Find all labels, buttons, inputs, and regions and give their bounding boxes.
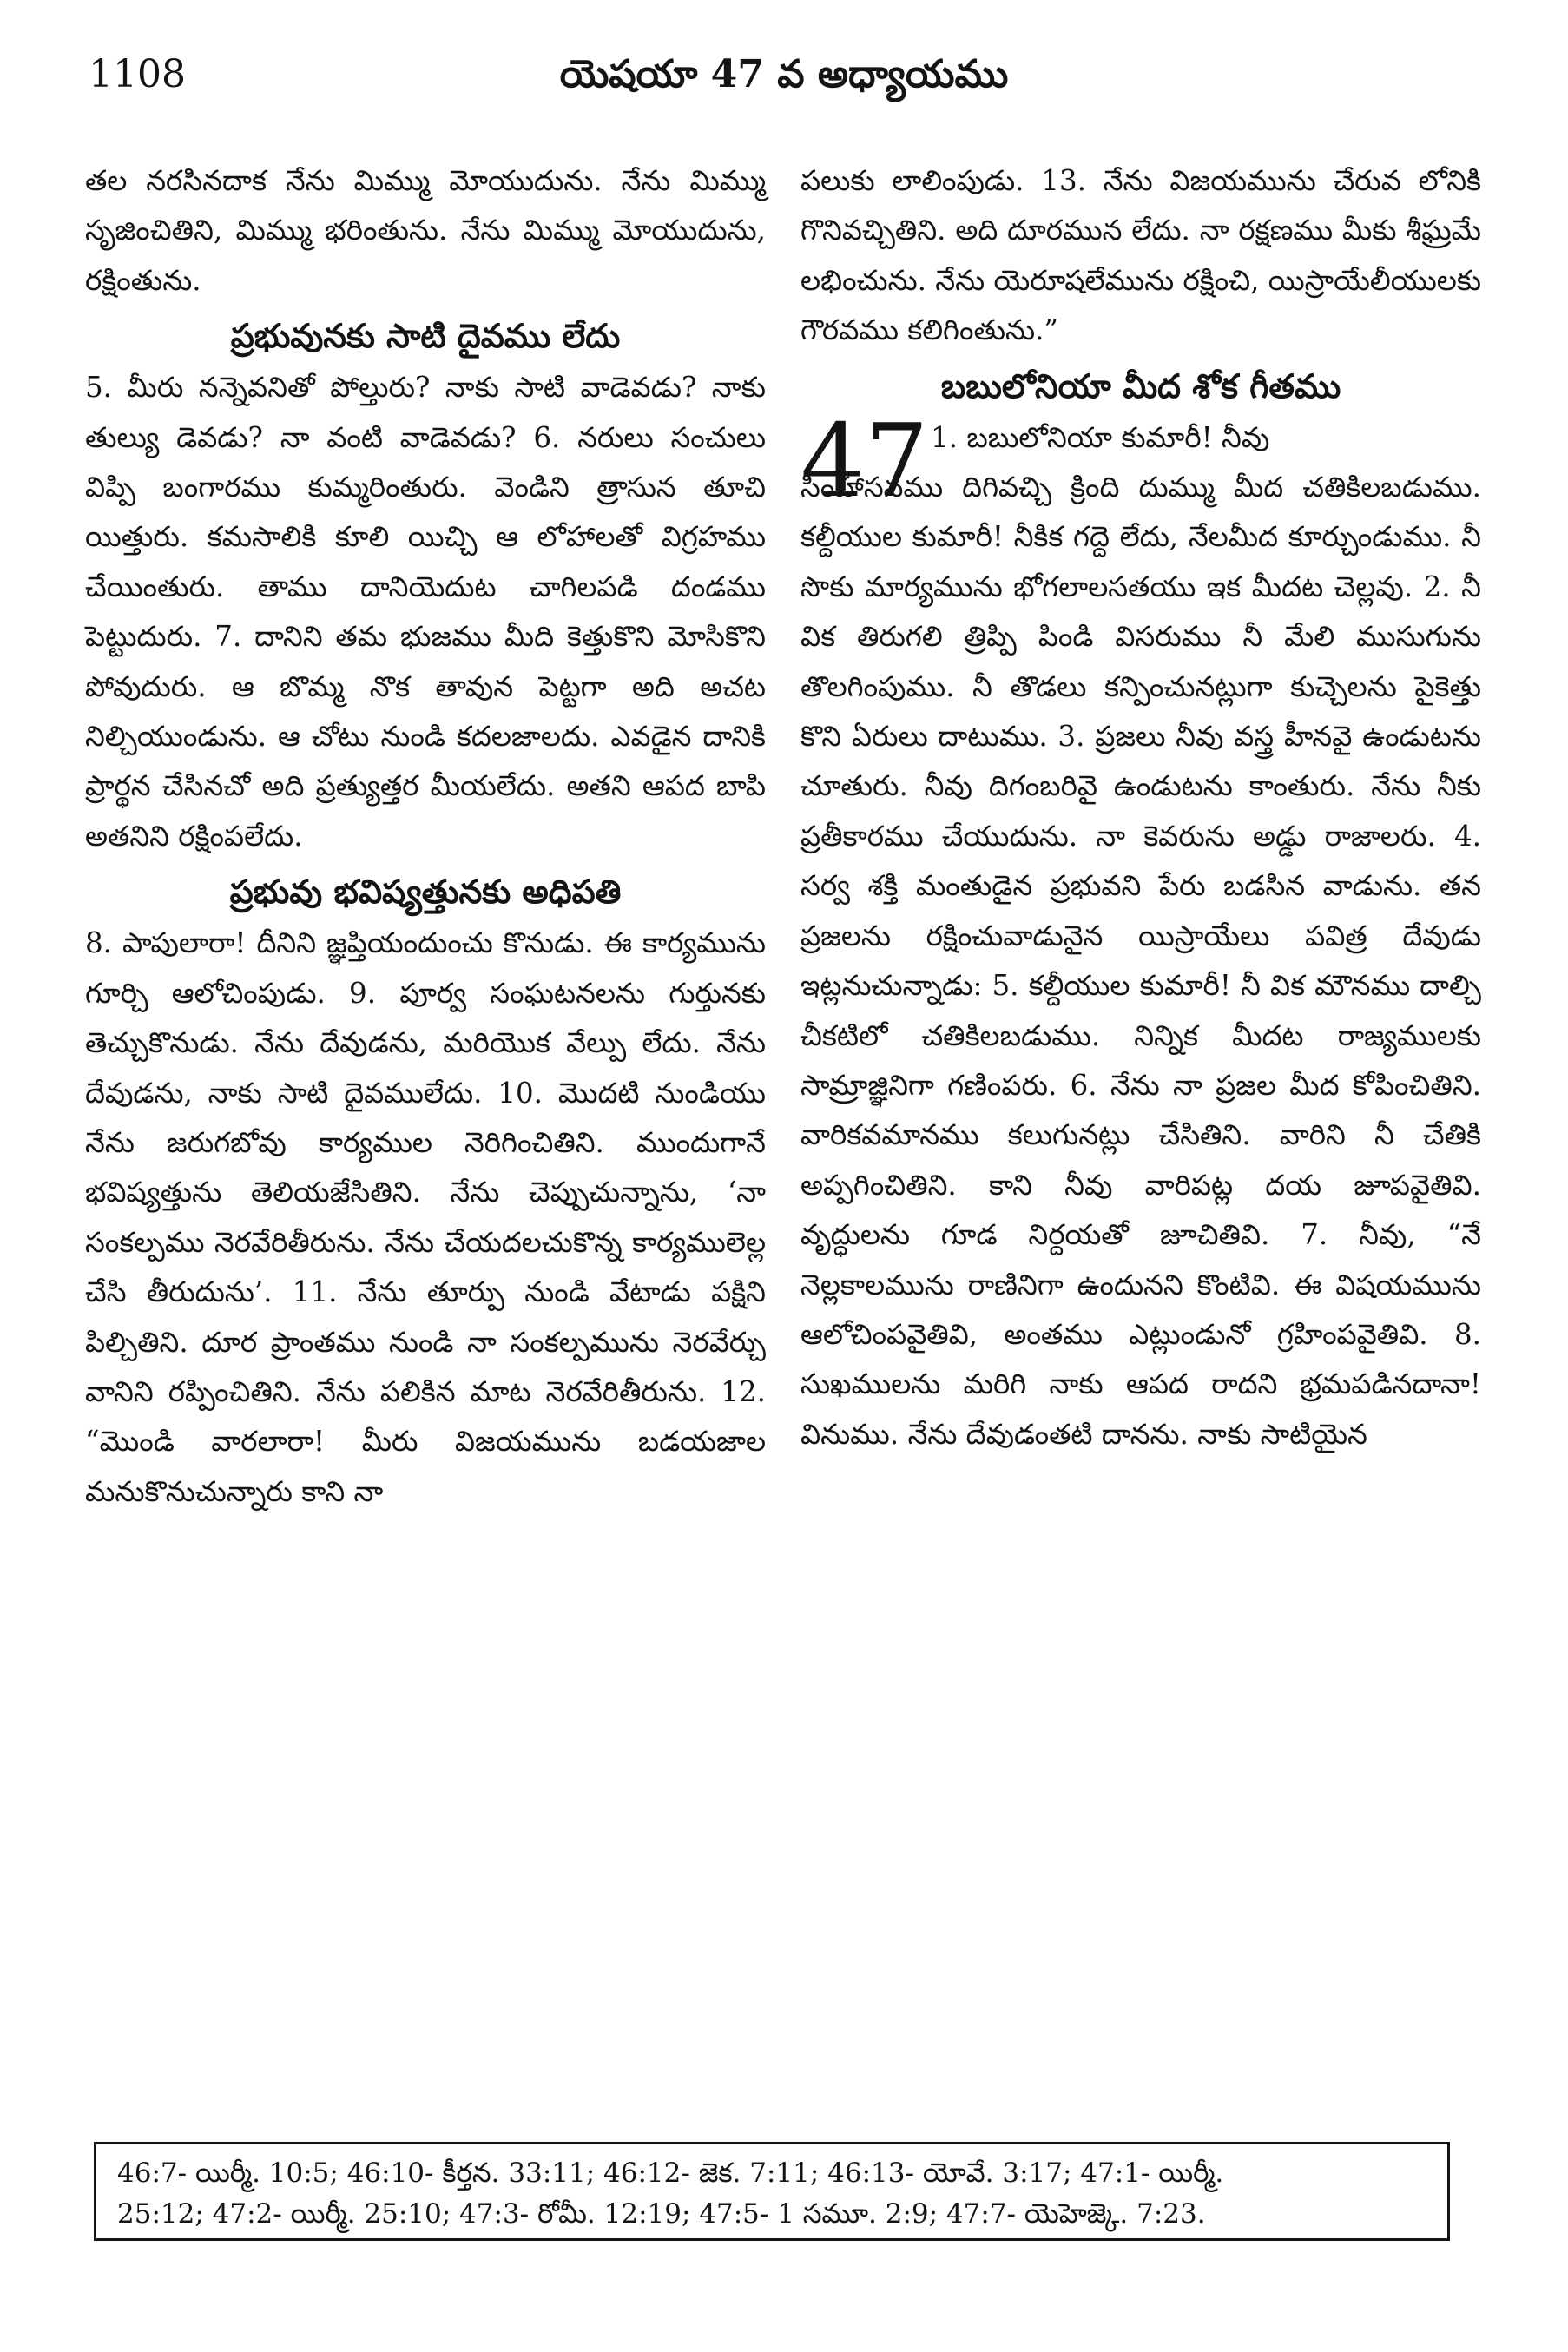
page-number: 1108 [89, 52, 186, 96]
left-paragraph-3: 8. పాపులారా! దీనిని జ్ఞప్తియందుంచు కొనుడు. ఈ కార్యమును గూర్చి ఆలోచింపుడు. 9. పూర్వ సంఘటనలను గుర్తునకు తెచ్చుకొనుడు. నేను దేవుడను, మరియొక వేల్పు లేదు. నేను దేవుడను, నాకు సాటి దైవములేదు. 10. మొదటి నుండియు నేను జరుగబోవు కార్యముల నెరిగించితిని. ముందుగానే భవిష్యత్తును తెలియజేసితిని. నేను చెప్పుచున్నాను, ‘నా సంకల్పము నెరవేరితీరును. నేను చేయదలచుకొన్న కార్యములెల్ల చేసి తీరుదును’. 11. నేను తూర్పు నుండి వేటాడు పక్షిని పిల్చితిని. దూర ప్రాంతము నుండి నా సంకల్పమును నెరవేర్చు వానిని రప్పించితిని. నేను పలికిన మాట నెరవేరితీరును. 12. “మొండి వారలారా! మీరు విజయమును బడయజాల మనుకొనుచున్నారు కాని నా [85, 926, 766, 1508]
chapter-start [800, 402, 1481, 520]
left-column [85, 156, 766, 1517]
left-paragraph-1: తల నరసినదాక నేను మిమ్ము మోయుదును. నేను మిమ్ము సృజించితిని, మిమ్ము భరింతును. నేను మిమ్ము మోయుదును, రక్షింతును. [85, 164, 766, 297]
right-paragraph-2: సింహాసనము దిగివచ్చి క్రింది దుమ్ము మీద చతికిలబడుము. కల్దీయుల కుమారీ! నీకిక గద్దె లేదు, నేలమీద కూర్చుండుము. నీ సొకు మార్యమును భోగలాలసతయు ఇక మీదట చెల్లవు. 2. నీ విక తిరుగలి త్రిప్పి పిండి విసరుము నీ మేలి ముసుగును తొలగింపుము. నీ తొడలు కన్పించునట్లుగా కుచ్చెలను పైకెత్తు కొని ఏరులు దాటుము. 3. ప్రజలు నీవు వస్త్ర హీనవై ఉండుటను చూతురు. నీవు దిగంబరివై ఉండుటను కాంతురు. నేను నీకు ప్రతీకారము చేయుదును. నా కెవరును అడ్డు రాజాలరు. 4. సర్వ శక్తి మంతుడైన ప్రభువని పేరు బడసిన వాడును. తన ప్రజలను రక్షించువాడునైన యిస్రాయేలు పవిత్ర దేవుడు ఇట్లనుచున్నాడు: 5. కల్దీయుల కుమారీ! నీ విక మౌనము దాల్చి చీకటిలో చతికిలబడుము. నిన్నిక మీదట రాజ్యములకు సామ్రాజ్ఞినిగా గణింపరు. 6. నేను నా ప్రజల మీద కోపించితిని. వారికవమానము కలుగునట్లు చేసితిని. వారిని నీ చేతికి అప్పగించితిని. కాని నీవు వారిపట్ల దయ జూపవైతివి. వృద్ధులను గూడ నిర్దయతో జూచితివి. 7. నీవు, “నే నెల్లకాలమును రాణినిగా ఉందునని కొంటివి. ఈ విషయమును ఆలోచింపవైతివి, అంతము ఎట్లుండునో గ్రహింపవైతివి. 8. సుఖములను మరిగి నాకు ఆపద రాదని భ్రమపడినదానా! వినుము. నేను దేవుడంతటి దానను. నాకు సాటియైన [800, 471, 1481, 1451]
cross-reference-line-2: 25:12; 47:2- యిర్మీ. 25:10; 47:3- రోమీ. 12:19; 47:5- 1 సమూ. 2:9; 47:7- యెహెజ్కె. 7:23. [117, 2198, 1206, 2230]
cross-reference-box [94, 2142, 1450, 2241]
right-paragraph-1: పలుకు లాలింపుడు. 13. నేను విజయమును చేరువ లోనికి గొనివచ్చితిని. అది దూరమున లేదు. నా రక్షణము మీకు శీఘ్రమే లభించును. నేను యెరూషలేమును రక్షించి, యిస్రాయేలీయులకు గౌరవము కలిగింతును.” [800, 164, 1481, 347]
section-heading-no-equal-god: ప్రభువునకు సాటి దైవము లేదు [230, 316, 621, 356]
section-heading-lament-babylon: బబులోనియా మీద శోక గీతము [940, 366, 1341, 405]
right-column [800, 156, 1481, 1459]
section-heading-lord-of-future: ప్రభువు భవిష్యత్తునకు అధిపతి [229, 872, 622, 912]
chapter-lead-line: 1. బబులోనియా కుమారీ! నీవు [931, 420, 1270, 454]
left-paragraph-2: 5. మీరు నన్నెవనితో పోల్తురు? నాకు సాటి వాడెవడు? నాకు తుల్యు డెవడు? నా వంటి వాడెవడు? 6. నరులు సంచులు విప్పి బంగారము కుమ్మరింతురు. వెండిని త్రాసున తూచి యిత్తురు. కమసాలికి కూలి యిచ్చి ఆ లోహాలతో విగ్రహము చేయింతురు. తాము దానియెదుట చాగిలపడి దండము పెట్టుదురు. 7. దానిని తమ భుజము మీది కెత్తుకొని మోసికొని పోవుదురు. ఆ బొమ్మ నొక తావున పెట్టగా అది అచట నిల్చియుండును. ఆ చోటు నుండి కదలజాలదు. ఎవడైన దానికి ప్రార్థన చేసినచో అది ప్రత్యుత్తర మీయలేదు. అతని ఆపద బాపి అతనిని రక్షింపలేదు. [85, 371, 766, 853]
chapter-title: యెషయా 47 వ అధ్యాయము [559, 52, 1009, 96]
chapter-number-dropcap: 47 [800, 402, 929, 520]
cross-reference-line-1: 46:7- యిర్మీ. 10:5; 46:10- కీర్తన. 33:11; 46:12- జెక. 7:11; 46:13- యోవే. 3:17; 47:1- యిర్మీ. [117, 2158, 1224, 2189]
chapter-second-line-spacer [931, 463, 1481, 512]
page-header [0, 40, 1568, 109]
